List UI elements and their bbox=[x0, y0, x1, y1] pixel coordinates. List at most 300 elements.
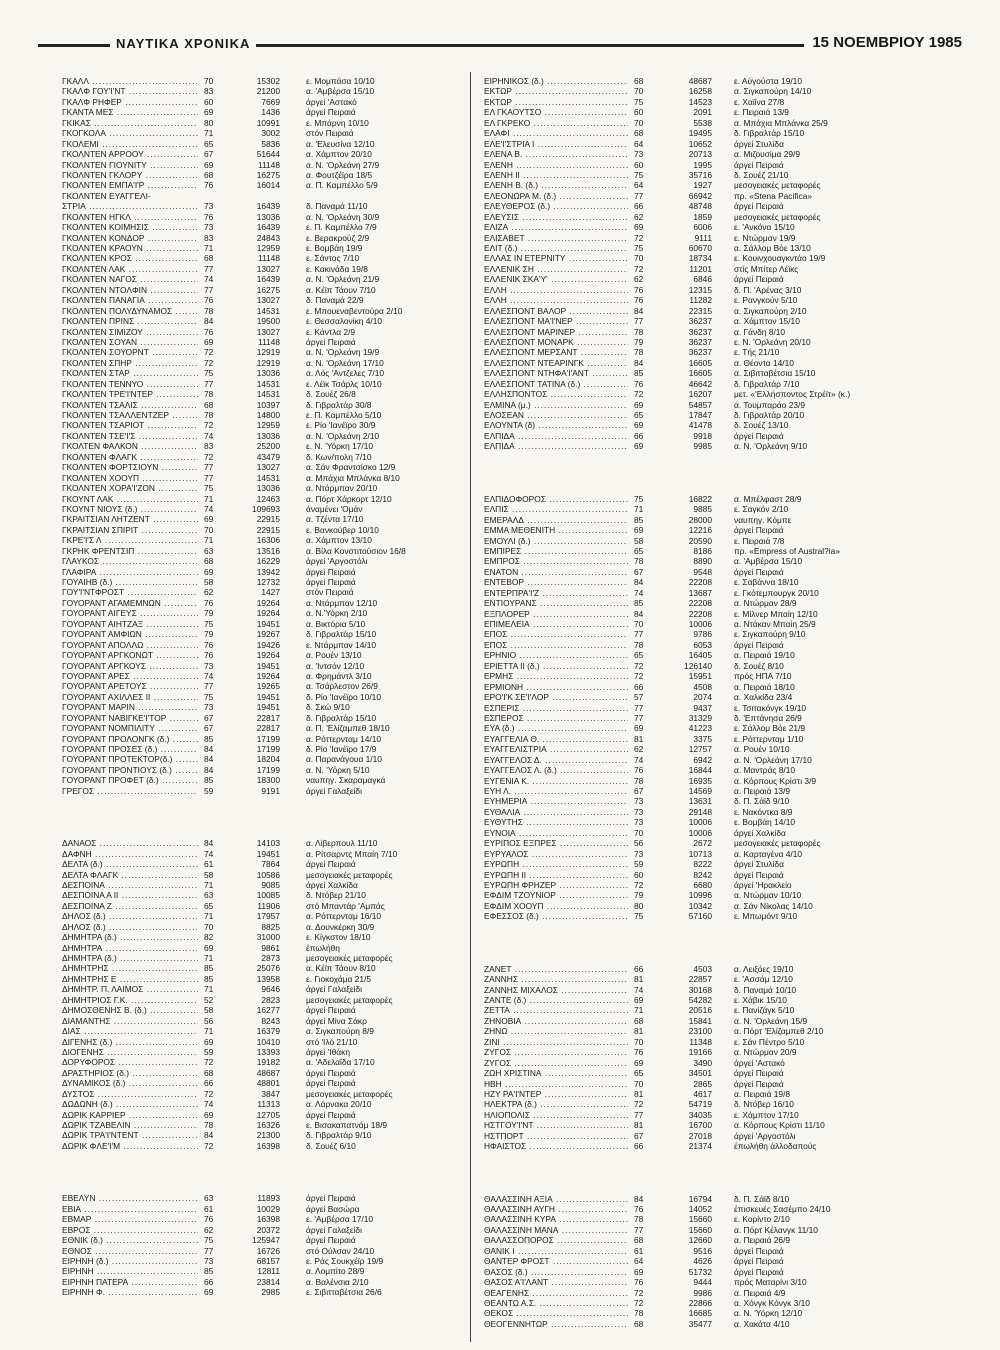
build-year: 84 bbox=[632, 577, 652, 587]
column-divider bbox=[470, 72, 471, 1342]
build-year: 68 bbox=[632, 1235, 652, 1245]
ship-name: ΓΚΟΛΝΤΕΝ ΧΟΡΑ'Ι'ΖΟΝ ..... bbox=[62, 483, 198, 493]
ship-status: άργεί Γαλαξείδι bbox=[306, 785, 362, 796]
build-year: 69 bbox=[202, 1287, 222, 1297]
build-year: 63 bbox=[202, 890, 222, 900]
ship-entry bbox=[62, 1089, 462, 1099]
tonnage: 10006 bbox=[688, 817, 712, 828]
ship-name: ΓΚΟΛΝΤΕΝ ΣΙΜΙΖΟΥ ..... bbox=[62, 327, 198, 337]
tonnage: 51732 bbox=[688, 1266, 712, 1277]
ship-status: δ. Π. Σάϊδ 8/10 bbox=[734, 1193, 790, 1204]
build-year: 69 bbox=[202, 1037, 222, 1047]
ship-name: ΓΟΥΟΡΑΝΤ ΑΡΕΣ ..... bbox=[62, 671, 198, 681]
ship-status: ε. Βερακρούζ 2/9 bbox=[306, 232, 370, 243]
tonnage: 36237 bbox=[688, 336, 712, 347]
ship-status: άργεί 'Αστακό bbox=[306, 96, 357, 107]
ship-status: α. Πόρτ 'Ελίζαμπεθ 2/10 bbox=[734, 1026, 824, 1037]
ship-name: ΕΡΟ'Ι'Κ ΣΕ'Ι'ΛΟΡ ..... bbox=[484, 692, 628, 702]
ship-entry bbox=[62, 86, 462, 96]
ship-entry bbox=[484, 1308, 884, 1318]
build-year: 75 bbox=[202, 368, 222, 378]
build-year: 61 bbox=[202, 859, 222, 869]
build-year: 59 bbox=[202, 1047, 222, 1057]
ship-status: ε. Μομπάσα 10/10 bbox=[306, 76, 375, 86]
build-year: 69 bbox=[202, 567, 222, 577]
build-year: 69 bbox=[202, 514, 222, 524]
ship-status: δ. Σουέζ 21/10 bbox=[734, 169, 789, 180]
ship-status: ε. Σιβιτταβέτσια 26/6 bbox=[306, 1287, 382, 1298]
ship-name: ΗΦΑΙΣΤΟΣ ..... bbox=[484, 1141, 628, 1151]
ship-name: ΓΚΟΛΝΤΕΝ ΣΟΥΟΡΝΤ ..... bbox=[62, 347, 198, 357]
ship-status: άργεί 'Αργοστόλι bbox=[306, 556, 368, 567]
build-year: 76 bbox=[202, 327, 222, 337]
tonnage: 16398 bbox=[256, 1214, 280, 1225]
ship-name: ΕΥΡΩΠΗ ΙΙ ..... bbox=[484, 870, 628, 880]
build-year: 85 bbox=[202, 974, 222, 984]
tonnage: 2865 bbox=[693, 1078, 712, 1089]
ship-name: ΔΩΡΙΚ ΦΛΕ'Ι'Μ ..... bbox=[62, 1141, 198, 1151]
ship-entry bbox=[62, 692, 462, 702]
ship-name: ΔΕΣΠΟΙΝΑ Ζ ..... bbox=[62, 901, 198, 911]
ship-entry bbox=[484, 1089, 884, 1099]
tonnage: 3490 bbox=[693, 1057, 712, 1068]
ship-name: ΓΚΟΛΤΕΝ ΦΑΛΚΟΝ ..... bbox=[62, 441, 198, 451]
ship-entry bbox=[62, 389, 462, 399]
tonnage: 19451 bbox=[256, 702, 280, 713]
ship-status: άργεί Στυλίδα bbox=[734, 138, 784, 149]
ship-name: ΕΜΠΙΡΕΣ ..... bbox=[484, 546, 628, 556]
tonnage: 36237 bbox=[688, 326, 712, 337]
tonnage: 13516 bbox=[256, 545, 280, 556]
build-year: 65 bbox=[202, 139, 222, 149]
build-year: 76 bbox=[632, 1204, 652, 1214]
ship-status: α. Σιγκαπούρη 2/10 bbox=[734, 305, 807, 316]
tonnage: 36237 bbox=[688, 347, 712, 358]
ship-name: ΕΛΟΣΕΑΝ ..... bbox=[484, 410, 628, 420]
ship-name: ΔΕΛΤΑ (δ.) ..... bbox=[62, 859, 198, 869]
tonnage: 10652 bbox=[688, 138, 712, 149]
ship-name: ΖΕΤΤΑ ..... bbox=[484, 1005, 628, 1015]
ship-name: ΕΛΛΗΣΠΟΝΤΟΣ ..... bbox=[484, 389, 628, 399]
build-year: 52 bbox=[202, 995, 222, 1005]
ship-name: ΕΡΜΗΣ ..... bbox=[484, 671, 628, 681]
tonnage: 16306 bbox=[256, 535, 280, 546]
ship-entry bbox=[484, 515, 884, 525]
ship-entry bbox=[484, 661, 884, 671]
ship-name: ΘΑΝΤΕΡ ΦΡΟΣΤ ..... bbox=[484, 1256, 628, 1266]
ship-name: ΓΟΥΟΡΑΝΤ ΠΡΟΛΟΝΓΚ (δ.) ..... bbox=[62, 734, 198, 744]
ship-name: ΓΚΟΛΝΤΕΝ ΛΑΚ ..... bbox=[62, 264, 198, 274]
ship-name: ΔΗΜΗΤΡΑ (δ.) ..... bbox=[62, 932, 198, 942]
ship-name: ΕΥΡΙΠΟΣ ΕΞΠΡΕΣ ..... bbox=[484, 838, 628, 848]
ship-status: ε. Μπωμόντ 9/10 bbox=[734, 911, 798, 922]
ship-entry bbox=[484, 985, 884, 995]
tonnage: 11148 bbox=[257, 253, 280, 264]
tonnage: 10006 bbox=[688, 827, 712, 838]
ship-name: ΕΛΛΕΣΠΟΝΤ ΜΑ'Ι'ΝΕΡ ..... bbox=[484, 316, 628, 326]
tonnage: 9548 bbox=[693, 566, 712, 577]
build-year: 69 bbox=[202, 337, 222, 347]
ship-status: ε. Σάλλομ Βόε 21/9 bbox=[734, 723, 806, 734]
ship-status: α. Λάρνακα 20/10 bbox=[306, 1099, 372, 1110]
ship-name: ΔΟΡΥΦΟΡΟΣ ..... bbox=[62, 1057, 198, 1067]
ship-entry bbox=[484, 400, 884, 410]
tonnage: 12660 bbox=[688, 1235, 712, 1246]
tonnage: 18300 bbox=[256, 775, 280, 786]
build-year: 70 bbox=[632, 828, 652, 838]
ship-entry bbox=[62, 1016, 462, 1026]
tonnage: 22208 bbox=[688, 577, 712, 588]
build-year: 69 bbox=[632, 441, 652, 451]
build-year: 76 bbox=[202, 180, 222, 190]
tonnage: 4626 bbox=[693, 1256, 712, 1267]
tonnage: 66942 bbox=[688, 190, 712, 201]
ship-name: ΕΦΔΙΜ ΧΟΟΥΠ ..... bbox=[484, 901, 628, 911]
ship-status: α. Ν. 'Ορλεάνη 19/9 bbox=[306, 347, 380, 358]
ship-name: ΕΘΝΙΚ (δ.) ..... bbox=[62, 1235, 198, 1245]
tonnage: 2672 bbox=[693, 838, 712, 849]
ship-list-block bbox=[484, 964, 884, 1152]
ship-status: α. 'Ελευσίνα 12/10 bbox=[306, 138, 375, 149]
ship-name: ΗΒΗ ..... bbox=[484, 1079, 628, 1089]
tonnage: 10085 bbox=[256, 890, 280, 901]
ship-entry bbox=[62, 1204, 462, 1214]
ship-entry bbox=[62, 963, 462, 973]
tonnage: 12315 bbox=[688, 284, 712, 295]
ship-name: ΖΗΝΟΒΙΑ ..... bbox=[484, 1016, 628, 1026]
tonnage: 22208 bbox=[688, 598, 712, 609]
ship-status: α. Πειραιά 26/9 bbox=[734, 1235, 791, 1246]
ship-name: ΔΑΝΑΟΣ ..... bbox=[62, 838, 198, 848]
ship-name: ΓΟΥΟΡΑΝΤ ΑΡΓΚΟΝΩΤ ..... bbox=[62, 650, 198, 660]
ship-status: ε. Πανίζάγκ 5/10 bbox=[734, 1005, 795, 1016]
build-year: 62 bbox=[632, 744, 652, 754]
ship-entry bbox=[484, 1235, 884, 1245]
ship-name: ΕΛΙΖΑ ..... bbox=[484, 222, 628, 232]
ship-entry bbox=[62, 734, 462, 744]
ship-status: έπωλήθη bbox=[306, 942, 340, 953]
ship-status: ε. Μίλνερ Μπαίη 12/10 bbox=[734, 608, 818, 619]
ship-name: ΔΩΔΩΝΗ (δ.) ..... bbox=[62, 1099, 198, 1109]
tonnage: 8242 bbox=[693, 869, 712, 880]
ship-status: α. Ντάκαν Μπαίη 25/9 bbox=[734, 619, 816, 629]
ship-name: ΕΙΡΗΝΗ (δ.) ..... bbox=[62, 1256, 198, 1266]
tonnage: 2985 bbox=[261, 1287, 280, 1298]
ship-name: ΕΙΡΗΝΗ Φ. ..... bbox=[62, 1287, 198, 1297]
ship-entry bbox=[484, 128, 884, 138]
tonnage: 35716 bbox=[688, 169, 712, 180]
ship-status: α. Χακάτα 4/10 bbox=[734, 1318, 790, 1329]
tonnage: 17199 bbox=[256, 733, 280, 744]
ship-name: ΓΚΑΝΤΑ ΜΕΣ ..... bbox=[62, 107, 198, 117]
build-year: 58 bbox=[202, 870, 222, 880]
ship-name: ΕΛΕΥΣΙΣ ..... bbox=[484, 212, 628, 222]
ship-name: ΔΙΑΣ ..... bbox=[62, 1026, 198, 1036]
tonnage: 16258 bbox=[688, 86, 712, 97]
build-year: 73 bbox=[202, 702, 222, 712]
ship-status: ε. Χάμπτον 17/10 bbox=[734, 1109, 799, 1120]
ship-entry bbox=[62, 149, 462, 159]
ship-name: ΕΛΟΥΝΤΑ (δ) ..... bbox=[484, 420, 628, 430]
tonnage: 16605 bbox=[688, 368, 712, 379]
ship-entry bbox=[62, 1130, 462, 1140]
ship-entry bbox=[484, 86, 884, 96]
ship-entry bbox=[484, 974, 884, 984]
ship-name: ΕΚΤΩΡ ..... bbox=[484, 97, 628, 107]
ship-status: ναυπηγ. Σκαραμαγκά bbox=[306, 775, 386, 786]
ship-name: ΔΙΑΜΑΝΤΗΣ ..... bbox=[62, 1016, 198, 1026]
ship-entry bbox=[62, 567, 462, 577]
ship-name: ΕΦΕΣΣΟΣ (δ.) ..... bbox=[484, 911, 628, 921]
ship-entry bbox=[62, 107, 462, 117]
ship-status: α. Μιζουσίμα 29/9 bbox=[734, 149, 801, 160]
ship-list-block bbox=[484, 76, 884, 452]
ship-entry bbox=[62, 713, 462, 723]
ship-status: α. Σιβιτταβέτσια 15/10 bbox=[734, 368, 816, 379]
build-year: 81 bbox=[632, 734, 652, 744]
ship-name: ΕΜΠΡΟΣ ..... bbox=[484, 556, 628, 566]
ship-status: ε. Ντάρμπαν 14/10 bbox=[306, 639, 377, 650]
ship-name: ΕΥΑΓΓΕΛΟΣ Δ. ..... bbox=[484, 755, 628, 765]
tonnage: 126140 bbox=[684, 660, 712, 671]
ship-entry bbox=[62, 243, 462, 253]
ship-status: α. Ρουέν 13/10 bbox=[306, 650, 362, 661]
ship-entry bbox=[484, 786, 884, 796]
ship-entry bbox=[484, 1214, 884, 1224]
build-year: 74 bbox=[632, 985, 652, 995]
ship-entry bbox=[484, 849, 884, 859]
ship-entry bbox=[62, 901, 462, 911]
ship-name: ΓΟΥΟΡΑΝΤ ΠΡΟΝΤΙΟΥΣ (δ.) ..... bbox=[62, 765, 198, 775]
ship-entry bbox=[484, 807, 884, 817]
tonnage: 19495 bbox=[688, 128, 712, 139]
ship-status: ε. Πειραιά 7/8 bbox=[734, 535, 785, 546]
ship-status: έπισκευές Σασέμπο 24/10 bbox=[734, 1204, 831, 1214]
ship-name: ΗΖΥ ΡΑ'Ι'ΝΤΕΡ ..... bbox=[484, 1089, 628, 1099]
ship-status: άργεί Πειραιά bbox=[306, 566, 356, 577]
ship-name: ΕΣΠΕΡΟΣ ..... bbox=[484, 713, 628, 723]
ship-entry bbox=[484, 274, 884, 284]
ship-name: ΕΜΕΡΑΛΔ ..... bbox=[484, 515, 628, 525]
ship-status: ε. Ρίο 'Ιανέϊρο 30/9 bbox=[306, 420, 376, 431]
ship-status: άργεί Πειραιά bbox=[734, 1256, 784, 1267]
ship-entry bbox=[62, 233, 462, 243]
ship-entry bbox=[484, 410, 884, 420]
ship-entry bbox=[484, 149, 884, 159]
ship-name: ΕΠΙΜΕΛΕΙΑ ..... bbox=[484, 619, 628, 629]
ship-status: α. Πόρτ Χάρκορτ 12/10 bbox=[306, 493, 392, 504]
ship-status: α. Γάνδη 8/10 bbox=[734, 326, 786, 337]
ship-status: άργεί Πειραιά bbox=[306, 1078, 356, 1089]
tonnage: 4508 bbox=[693, 681, 712, 692]
ship-name: ΕΒΡΟΣ ..... bbox=[62, 1225, 198, 1235]
ship-entry bbox=[484, 546, 884, 556]
ship-entry bbox=[484, 744, 884, 754]
build-year: 74 bbox=[202, 849, 222, 859]
ship-name: ΖΩΗ ΧΡΙΣΤΙΝΑ ..... bbox=[484, 1068, 628, 1078]
ship-entry bbox=[484, 1099, 884, 1109]
build-year: 72 bbox=[202, 420, 222, 430]
ship-status: α. Χάμπτον 13/10 bbox=[306, 535, 372, 546]
ship-entry bbox=[62, 160, 462, 170]
ship-status: μεσογειακές μεταφορές bbox=[734, 838, 821, 849]
ship-status: α. Μπάχια Μπλάνκα 25/9 bbox=[734, 117, 828, 128]
build-year: 71 bbox=[202, 1026, 222, 1036]
issue-date: 15 ΝΟΕΜΒΡΙΟΥ 1985 bbox=[804, 34, 962, 51]
build-year: 74 bbox=[202, 1099, 222, 1109]
build-year: 77 bbox=[202, 681, 222, 691]
ship-status: ε. Π. Καμπέλλο 7/9 bbox=[306, 222, 377, 233]
ship-status: α. Ν. 'Ορλεάνη 2/10 bbox=[306, 430, 380, 441]
build-year: 67 bbox=[632, 567, 652, 577]
ship-name: ΓΚΟΛΝΤΕΝ ΣΟΥΑΝ ..... bbox=[62, 337, 198, 347]
build-year: 72 bbox=[632, 661, 652, 671]
ship-name: ΔΗΜΗΤΡ. Π. ΛΑΙΜΟΣ ..... bbox=[62, 984, 198, 994]
ship-entry bbox=[62, 995, 462, 1005]
ship-entry bbox=[484, 306, 884, 316]
ship-status: δ. Γιβραλτάρ 15/10 bbox=[306, 629, 377, 640]
build-year: 65 bbox=[202, 901, 222, 911]
build-year: 76 bbox=[632, 1277, 652, 1287]
ship-entry bbox=[484, 316, 884, 326]
ship-name: ΓΚΟΛΝΤΕΝ ΠΟΛΥΔΥΝΑΜΟΣ ..... bbox=[62, 306, 198, 316]
tonnage: 2091 bbox=[693, 107, 712, 118]
build-year: 73 bbox=[202, 1256, 222, 1266]
tonnage: 8890 bbox=[693, 556, 712, 567]
ship-name: ΗΣΤΠΟΡΤ ..... bbox=[484, 1131, 628, 1141]
ship-entry bbox=[62, 671, 462, 681]
ship-entry bbox=[484, 619, 884, 629]
ship-name: ΕΛΕΝΗ ..... bbox=[484, 160, 628, 170]
ship-status: ε. Νακόντκα 8/9 bbox=[734, 806, 793, 817]
ship-name: ΔΗΜΗΤΡΑ ..... bbox=[62, 943, 198, 953]
ship-name: ΓΚΟΛΝΤΕΝ ΚΟΝΔΟΡ ..... bbox=[62, 233, 198, 243]
ship-name: ΘΑΣΟΣ Α'Ι'ΛΑΝΤ ..... bbox=[484, 1277, 628, 1287]
ship-name: ΕΥΡΥΑΛΟΣ ..... bbox=[484, 849, 628, 859]
ship-entry bbox=[484, 1026, 884, 1036]
build-year: 76 bbox=[202, 640, 222, 650]
ship-status: α. Π. Καμπέλλο 5/9 bbox=[306, 180, 378, 191]
ship-status: α. 'Αδελαΐδα 17/10 bbox=[306, 1057, 375, 1068]
tonnage: 5538 bbox=[693, 117, 712, 128]
build-year: 76 bbox=[632, 295, 652, 305]
ship-status: μεσογειακές μεταφορές bbox=[306, 869, 393, 880]
tonnage: 2823 bbox=[261, 994, 280, 1005]
build-year: 77 bbox=[202, 379, 222, 389]
ship-name: ΓΚΟΛΝΤΕΝ ΦΛΑΓΚ ..... bbox=[62, 452, 198, 462]
tonnage: 19500 bbox=[256, 316, 280, 327]
ship-entry bbox=[484, 817, 884, 827]
ship-entry bbox=[62, 1225, 462, 1235]
ship-name: ΓΟΥΟΡΑΝΤ ΠΡΟΦΕΤ (δ.) ..... bbox=[62, 775, 198, 785]
tonnage: 8186 bbox=[693, 545, 712, 556]
build-year: 77 bbox=[632, 713, 652, 723]
ship-entry bbox=[62, 608, 462, 618]
ship-entry bbox=[484, 253, 884, 263]
ship-entry bbox=[62, 661, 462, 671]
ship-entry bbox=[62, 295, 462, 305]
ship-entry bbox=[62, 462, 462, 472]
ship-entry bbox=[484, 337, 884, 347]
ship-entry bbox=[484, 901, 884, 911]
ship-name: ΕΛΛΗ ..... bbox=[484, 295, 628, 305]
ship-status: πρ. «Stena Pacifica» bbox=[734, 190, 813, 201]
build-year: 78 bbox=[632, 776, 652, 786]
ship-entry bbox=[484, 180, 884, 190]
ship-status: α. Ν. 'Ορλεάνη 17/10 bbox=[734, 754, 812, 765]
ship-entry bbox=[484, 671, 884, 681]
ship-status: ε. Μπουεναβεντούρα 2/10 bbox=[306, 305, 403, 316]
ship-entry bbox=[484, 911, 884, 921]
build-year: 67 bbox=[202, 723, 222, 733]
ship-entry bbox=[62, 775, 462, 785]
tonnage: 3375 bbox=[693, 733, 712, 744]
ship-entry bbox=[62, 650, 462, 660]
ship-entry bbox=[62, 525, 462, 535]
ship-entry bbox=[62, 838, 462, 848]
ship-name: ΓΚΟΛΝΤΕΝ ΝΑΓΟΣ ..... bbox=[62, 274, 198, 284]
ship-status: α. Κέϊπ Τάουν 8/10 bbox=[306, 963, 376, 974]
tonnage: 3002 bbox=[261, 128, 280, 139]
ship-name: ΓΚΡΗΚ ΦΡΕΝΤΣΙΠ ..... bbox=[62, 546, 198, 556]
ship-status: άργεί Χαλκίδα bbox=[734, 827, 786, 838]
ship-name: ΓΟΥΟΡΑΝΤ ΑΓΑΜΕΜΝΩΝ ..... bbox=[62, 598, 198, 608]
tonnage: 1859 bbox=[693, 211, 712, 222]
ship-entry bbox=[62, 890, 462, 900]
ship-name: ΣΤΡΙΑ ..... bbox=[62, 201, 198, 211]
ship-status: μεσογειακές μεταφορές bbox=[306, 953, 393, 963]
tonnage: 13027 bbox=[256, 462, 280, 473]
ship-entry bbox=[484, 1120, 884, 1130]
ship-name: ΘΕΑΓΕΝΗΣ ..... bbox=[484, 1288, 628, 1298]
build-year: 79 bbox=[632, 890, 652, 900]
ship-entry bbox=[62, 723, 462, 733]
build-year: 59 bbox=[632, 859, 652, 869]
ship-entry bbox=[484, 859, 884, 869]
ship-status: ε. Βομβάη 19/9 bbox=[306, 243, 363, 253]
ship-entry bbox=[62, 222, 462, 232]
tonnage: 15660 bbox=[688, 1214, 712, 1225]
ship-status: έπωλήθη άλλοδαπούς bbox=[734, 1141, 817, 1152]
build-year: 62 bbox=[632, 212, 652, 222]
build-year: 59 bbox=[202, 786, 222, 796]
ship-name: ΘΑΝΙΚ Ι ..... bbox=[484, 1246, 628, 1256]
build-year: 84 bbox=[632, 358, 652, 368]
ship-status: α. Ντώρμαν 20/9 bbox=[734, 1047, 797, 1058]
ship-name: ΓΚΑΛΦ ΓΟΥ'Ι'ΝΤ ..... bbox=[62, 86, 198, 96]
ship-name: ΓΚΟΛΝΤΕΝ ΗΓΚΛ ..... bbox=[62, 212, 198, 222]
tonnage: 11313 bbox=[257, 1099, 280, 1110]
ship-name: ΔΡΑΣΤΗΡΙΟΣ (δ.) ..... bbox=[62, 1068, 198, 1078]
ship-name: ΕΜΜΑ ΜΕΘΕΝΙΤΗ ..... bbox=[484, 525, 628, 535]
ship-status: ε. Βισακαπατνάμ 18/9 bbox=[306, 1120, 388, 1130]
build-year: 58 bbox=[632, 536, 652, 546]
ship-name: ΕΙΡΗΝΙΚΟΣ (δ.) ..... bbox=[484, 76, 628, 86]
build-year: 69 bbox=[632, 1267, 652, 1277]
tonnage: 54282 bbox=[688, 995, 712, 1005]
ship-name: ΓΚΟΛΝΤΕΝ ΣΠΗΡ ..... bbox=[62, 358, 198, 368]
tonnage: 17199 bbox=[256, 764, 280, 775]
ship-name: ΕΛ ΓΚΡΕΚΟ ..... bbox=[484, 118, 628, 128]
tonnage: 11201 bbox=[689, 263, 712, 274]
build-year: 72 bbox=[202, 1057, 222, 1067]
build-year: 68 bbox=[202, 1068, 222, 1078]
build-year: 69 bbox=[632, 525, 652, 535]
ship-name: ΕΛΛΕΝΙΚ ΣΗ ..... bbox=[484, 264, 628, 274]
ship-name: ΓΟΥΟΡΑΝΤ ΜΑΡΙΝ ..... bbox=[62, 702, 198, 712]
ship-name: ΘΑΣΟΣ (δ.) ..... bbox=[484, 1267, 628, 1277]
ship-status: ε. Τής 21/10 bbox=[734, 347, 780, 358]
